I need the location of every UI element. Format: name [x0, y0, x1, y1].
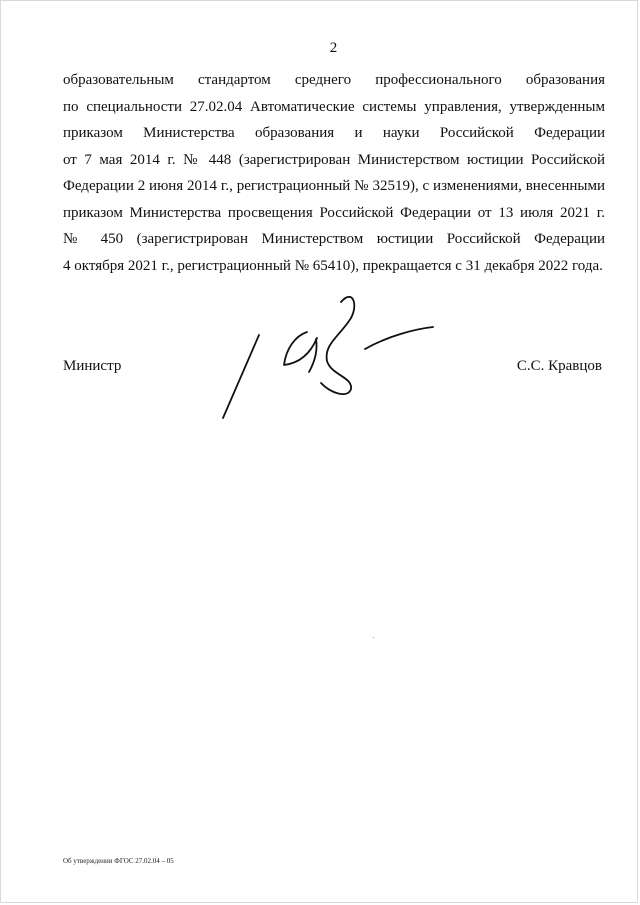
body-line: от 7 мая 2014 г. № 448 (зарегистрирован Министерством юстиции Российской: [63, 151, 605, 168]
body-line: по специальности 27.02.04 Автоматические системы управления, утвержденным: [63, 98, 605, 115]
body-line: приказом Министерства образования и науки Российской Федерации: [63, 125, 605, 141]
signature-icon: [213, 286, 443, 436]
signer-name: С.С. Кравцов: [516, 358, 602, 374]
page-number: 2: [329, 40, 338, 56]
footer-note: Об утверждении ФГОС 27.02.04 – 05: [63, 857, 174, 865]
body-line: приказом Министерства просвещения Российской Федерации от 13 июля 2021 г.: [63, 204, 605, 221]
body-line: образовательным стандартом среднего профессионального образования: [63, 72, 605, 88]
body-line: 4 октября 2021 г., регистрационный № 65410), прекращается с 31 декабря 2022 года.: [63, 257, 603, 274]
body-paragraph: [63, 67, 605, 279]
scan-artifact: [373, 637, 374, 638]
body-line: Федерации 2 июня 2014 г., регистрационный № 32519), с изменениями, внесенными: [63, 178, 605, 194]
body-line: № 450 (зарегистрирован Министерством юстиции Российской Федерации: [63, 231, 605, 247]
signer-title: Министр: [63, 358, 122, 374]
